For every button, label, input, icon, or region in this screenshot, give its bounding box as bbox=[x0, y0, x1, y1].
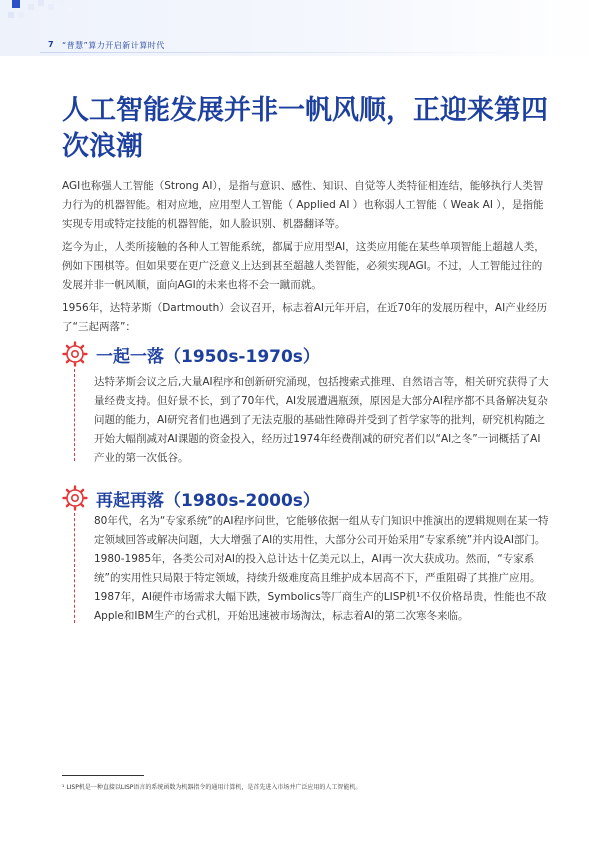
footnote: ¹ LISP机是一种直接以LISP语言的系统函数为机器指令的通用计算机，是首先进入市场并广泛应用的人工智能机。 bbox=[62, 784, 362, 791]
page-number: 7 bbox=[48, 40, 54, 49]
section-2-body: 80年代，名为“专家系统”的AI程序问世，它能够依据一组从专门知识中推演出的逻辑规则在某一特定领域回答或解决问题，大大增强了AI的实用性，大部分公司开始采用“专家系统”并内设AI部门。1980-1985年，各类公司对AI的投入总计达十亿美元以上，AI再一次大获成功。然而，“专家系统”的实用性只局限于特定领域，持续升级难度高且维护成本居高不下，严重阻碍了其推广应用。1987年，AI硬件市场需求大幅下跌，Symbolics等厂商生产的LISP机¹不仅价格昂贵，性能也不敌Apple和IBM生产的台式机，开始迅速被市场淘汰，标志着AI的第二次寒冬来临。 bbox=[94, 515, 549, 622]
section-heading-1 bbox=[62, 341, 320, 367]
gear-icon bbox=[62, 485, 88, 511]
section-1-dotted-line bbox=[74, 369, 75, 461]
page-title: 人工智能发展并非一帆风顺，正迎来第四次浪潮 bbox=[62, 95, 548, 162]
section-heading-2 bbox=[62, 485, 320, 511]
gear-icon bbox=[62, 341, 88, 367]
intro-paragraph-2: 迄今为止，人类所接触的各种人工智能系统，都属于应用型AI，这类应用能在某些单项智能上超越人类，例如下围棋等。但如果要在更广泛意义上达到甚至超越人类智能，必须实现AGI。不过，人工智能过往的发展并非一帆风顺，面向AGI的未来也将不会一蹴而就。 bbox=[62, 241, 545, 291]
section-2-dotted-line bbox=[74, 513, 75, 623]
footnote-divider bbox=[62, 775, 144, 776]
intro-paragraph-3: 1956年，达特茅斯（Dartmouth）会议召开，标志着AI元年开启，在近70年的发展历程中，AI产业经历了“三起两落”： bbox=[62, 302, 548, 333]
header-divider bbox=[40, 52, 520, 53]
section-title: 一起一落（1950s-1970s） bbox=[96, 346, 320, 367]
intro-paragraph-1: AGI也称强人工智能（Strong AI），是指与意识、感性、知识、自觉等人类特征相连结，能够执行人类智力行为的机器智能。相对应地，应用型人工智能（ Applied AI ）也称弱人工智能（ Weak AI ），是指能实现专用或特定技能的机器智能，如人脸识别、机器翻译等。 bbox=[62, 180, 544, 230]
header-title: “普慧”算力开启新计算时代 bbox=[62, 41, 165, 50]
section-title: 再起再落（1980s-2000s） bbox=[96, 490, 320, 511]
section-1-body: 达特茅斯会议之后,大量AI程序和创新研究涌现，包括搜索式推理、自然语言等，相关研究获得了大量经费支持。但好景不长，到了70年代，AI发展遭遇瓶颈，原因是大部分AI程序都不具备解决复杂问题的能力，AI研究者们也遇到了无法克服的基础性障碍并受到了哲学家等的批判，研究机构随之开始大幅削减对AI课题的资金投入，经历过1974年经费削减的研究者们以“AI之冬”一词概括了AI产业的第一次低谷。 bbox=[94, 376, 549, 464]
